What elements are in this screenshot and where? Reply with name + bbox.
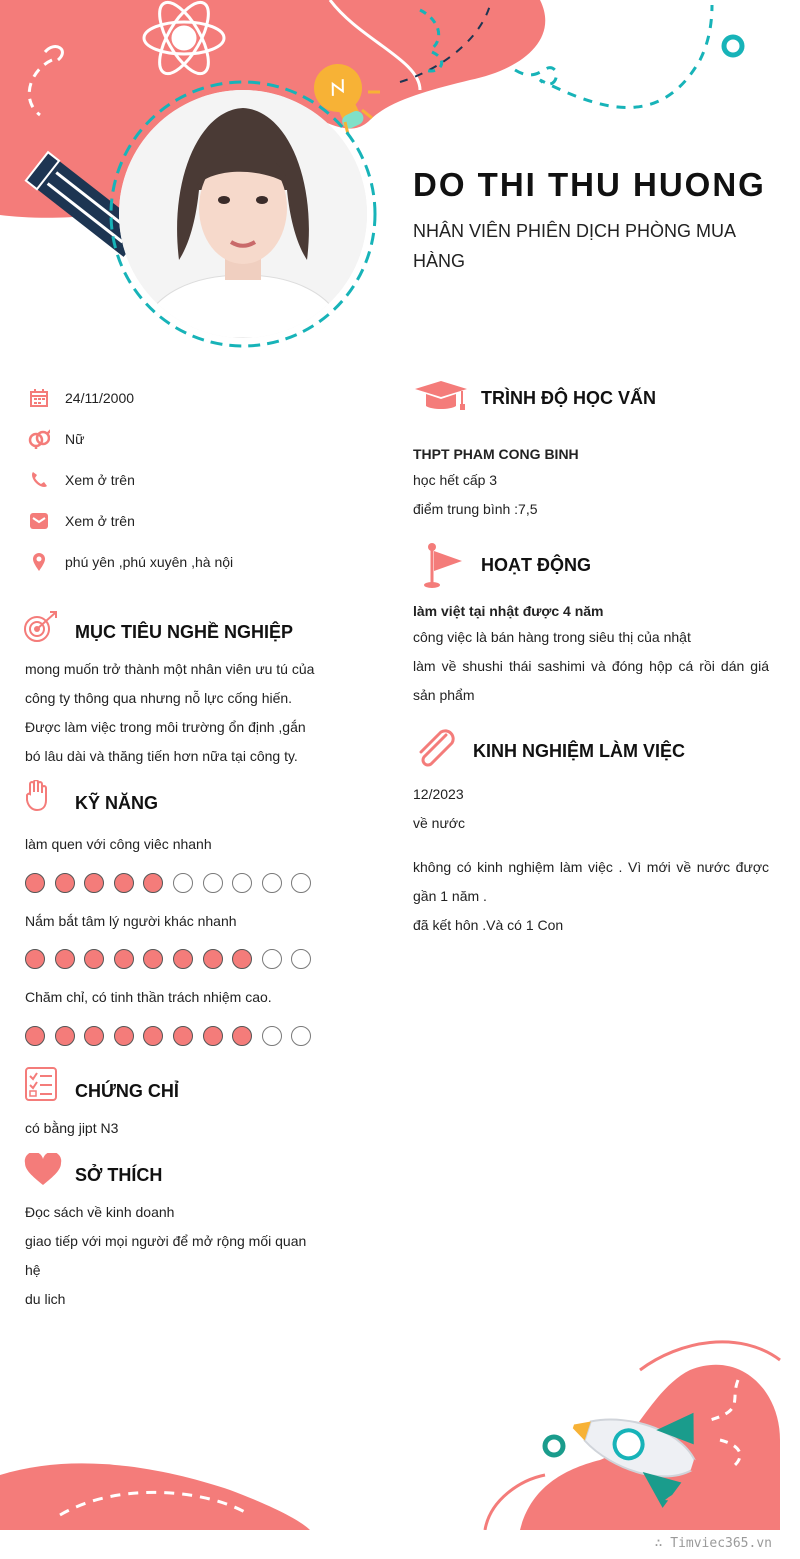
rating-dot-filled — [84, 1026, 104, 1046]
hobbies-title: SỞ THÍCH — [75, 1165, 163, 1185]
job-title: NHÂN VIÊN PHIÊN DỊCH PHÒNG MUA HÀNG — [413, 221, 736, 271]
rating-dot-empty — [262, 873, 282, 893]
contact-row-gender — [28, 427, 84, 451]
career-goal-line: Được làm việc trong môi trường ổn định ,gắn — [25, 719, 306, 735]
address-text: phú yên ,phú xuyên ,hà nội — [65, 554, 234, 570]
contact-row-address — [28, 550, 233, 574]
rating-dot-empty — [262, 1026, 282, 1046]
rating-dot-filled — [232, 1026, 252, 1046]
career-goal-title: MỤC TIÊU NGHỀ NGHIỆP — [75, 622, 294, 642]
rating-dot-empty — [291, 873, 311, 893]
rating-dot-filled — [114, 873, 134, 893]
rating-dot-filled — [114, 949, 134, 969]
phone-text: Xem ở trên — [65, 472, 135, 488]
contact-row-birthday — [28, 386, 134, 410]
career-goal-line: công ty thông qua nhưng nỗ lực cống hiến. — [25, 690, 293, 706]
location-pin-icon — [28, 551, 50, 573]
school-name: THPT PHAM CONG BINH — [413, 446, 579, 462]
certificates-text: có bằng jipt N3 — [25, 1120, 119, 1136]
rating-dot-filled — [84, 873, 104, 893]
rating-dot-filled — [25, 949, 45, 969]
activity-line: công việc là bán hàng trong siêu thị của nhật — [413, 629, 691, 645]
rating-dot-filled — [55, 873, 75, 893]
rating-dot-filled — [143, 949, 163, 969]
skill-label: Chăm chỉ, có tinh thần trách nhiệm cao. — [25, 989, 272, 1005]
rating-dot-filled — [84, 949, 104, 969]
flag-icon — [420, 543, 464, 589]
contact-row-email — [28, 509, 135, 533]
gender-icon — [28, 428, 50, 450]
experience-line: không có kinh nghiệm làm việc . Vì mới về nước được — [413, 859, 769, 875]
phone-icon — [28, 469, 50, 491]
rating-dot-filled — [232, 949, 252, 969]
rating-dot-filled — [203, 949, 223, 969]
career-goal-text — [25, 655, 325, 771]
hobby-line: giao tiếp với mọi người để mở rộng mối quan — [25, 1233, 307, 1249]
rating-dot-empty — [291, 949, 311, 969]
rating-dot-filled — [143, 873, 163, 893]
activity-line: làm về shushi thái sashimi và đóng hộp cá rồi dán giá — [413, 658, 769, 674]
experience-title: KINH NGHIỆM LÀM VIỆC — [473, 741, 686, 761]
education-title: TRÌNH ĐỘ HỌC VẤN — [481, 388, 656, 408]
rating-dot-empty — [203, 873, 223, 893]
career-goal-line: mong muốn trở thành một nhân viên ưu tú của — [25, 661, 315, 677]
target-icon — [22, 610, 58, 644]
birthday-text: 24/11/2000 — [65, 390, 135, 406]
experience-line: gần 1 năm . — [413, 888, 487, 904]
hobby-line: du lich — [25, 1291, 66, 1307]
hobby-line: Đọc sách về kinh doanh — [25, 1204, 175, 1220]
rating-dot-filled — [114, 1026, 134, 1046]
skill-rating — [25, 949, 321, 969]
rating-dot-empty — [232, 873, 252, 893]
experience-line: đã kết hôn .Và có 1 Con — [413, 917, 564, 933]
graduation-cap-icon — [414, 380, 470, 414]
skills-title: KỸ NĂNG — [75, 793, 159, 813]
rating-dot-filled — [143, 1026, 163, 1046]
footer-decoration — [0, 1330, 800, 1559]
rating-dot-filled — [25, 1026, 45, 1046]
skill-rating — [25, 1026, 321, 1046]
activity-heading: làm việt tại nhật được 4 năm — [413, 603, 604, 619]
rating-dot-empty — [262, 949, 282, 969]
experience-date: 12/2023 — [413, 786, 464, 802]
rating-dot-filled — [55, 1026, 75, 1046]
heart-icon — [24, 1153, 62, 1187]
hobby-line: hệ — [25, 1262, 41, 1278]
rating-dot-filled — [25, 873, 45, 893]
rating-dot-filled — [203, 1026, 223, 1046]
experience-subtitle: về nước — [413, 815, 466, 831]
hand-icon — [25, 780, 49, 812]
profile-photo — [119, 90, 367, 338]
contact-row-phone — [28, 468, 135, 492]
email-text: Xem ở trên — [65, 513, 135, 529]
education-text — [413, 466, 538, 524]
candidate-name: DO THI THU HUONG — [413, 166, 766, 203]
skill-label: làm quen với công viêc nhanh — [25, 836, 212, 852]
hobbies-text — [25, 1198, 325, 1314]
education-line: học hết cấp 3 — [413, 472, 498, 488]
watermark: ∴ Timviec365.vn — [654, 1536, 772, 1551]
education-line: điểm trung bình :7,5 — [413, 501, 538, 517]
rating-dot-empty — [173, 873, 193, 893]
activity-line: sản phẩm — [413, 687, 475, 703]
paperclip-icon — [416, 729, 460, 773]
skill-label: Nắm bắt tâm lý người khác nhanh — [25, 913, 237, 929]
certificates-title: CHỨNG CHỈ — [75, 1081, 179, 1101]
rating-dot-filled — [173, 949, 193, 969]
activity-text — [413, 623, 769, 710]
skill-rating — [25, 873, 321, 893]
calendar-icon — [28, 387, 50, 409]
gender-text: Nữ — [65, 431, 85, 447]
rating-dot-filled — [55, 949, 75, 969]
rating-dot-empty — [291, 1026, 311, 1046]
email-icon — [28, 510, 50, 532]
activities-title: HOẠT ĐỘNG — [481, 555, 591, 575]
checklist-icon — [25, 1067, 57, 1101]
experience-text — [413, 853, 769, 940]
career-goal-line: bó lâu dài và thăng tiến hơn nữa tại công ty. — [25, 748, 298, 764]
rating-dot-filled — [173, 1026, 193, 1046]
